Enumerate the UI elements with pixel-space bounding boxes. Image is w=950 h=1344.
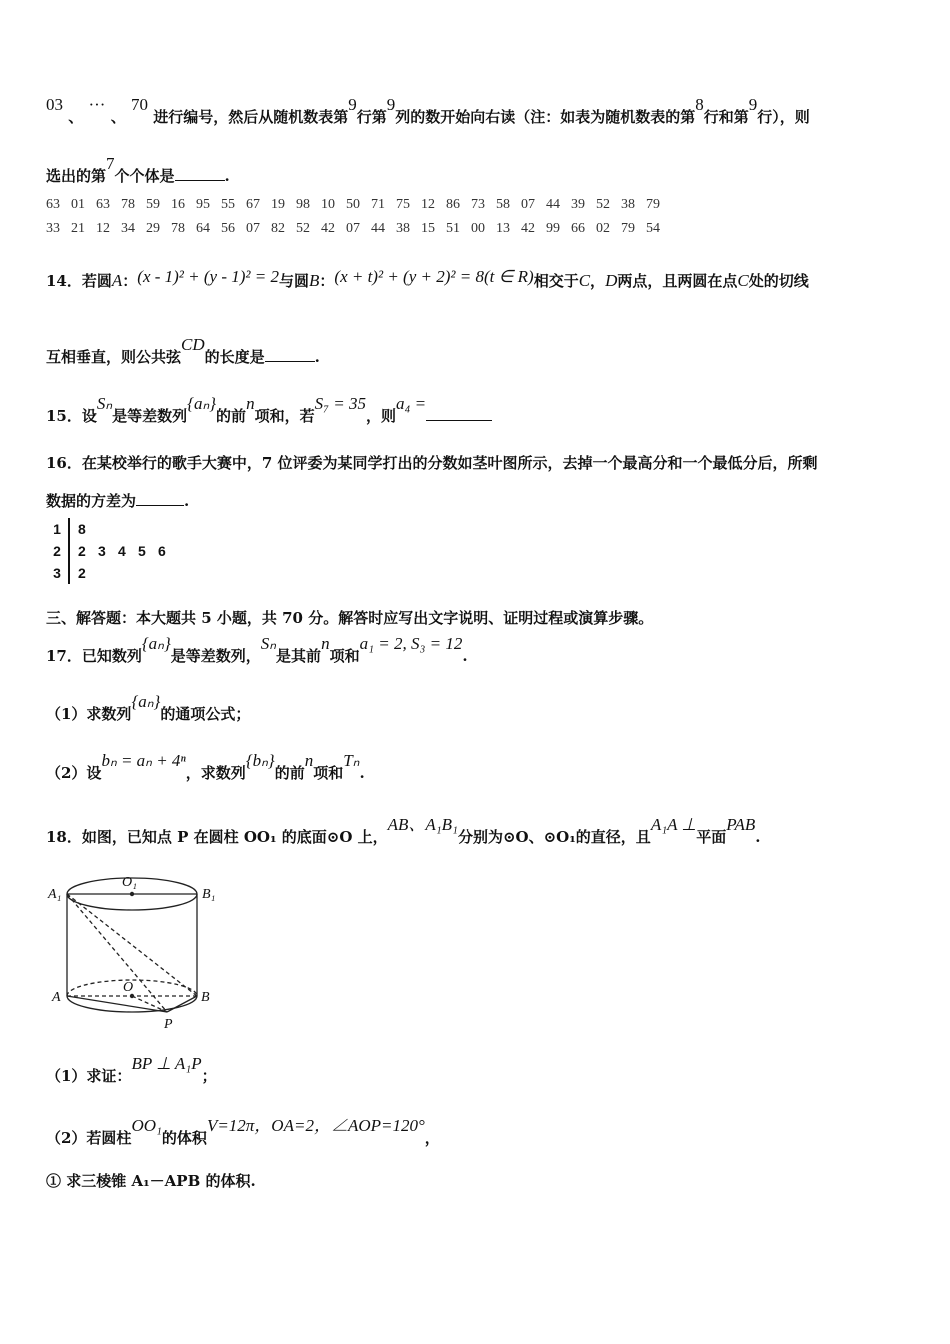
random-number-cell: 15 — [421, 221, 435, 236]
q18-line: 18．如图，已知点 P 在圆柱 OO₁ 的底面⊙O 上，AB、A₁B₁分别为⊙O、⊙O₁的直径，且A₁A ⊥平面PAB. — [46, 815, 761, 846]
random-number-cell: 95 — [196, 197, 210, 212]
q13-line1: 03 、 ··· 、 70 进行编号，然后从随机数表第9行第9列的数开始向右读（注：如表为随机数表的第8行和第9行），则 — [46, 95, 810, 126]
leaf-value: 4 — [118, 543, 126, 559]
label-o: O — [123, 980, 134, 995]
random-number-cell: 86 — [446, 197, 460, 212]
bottom-ellipse-front — [67, 996, 197, 1012]
random-number-cell: 38 — [621, 197, 635, 212]
random-number-cell: 10 — [321, 197, 335, 212]
answer-blank — [265, 347, 315, 362]
random-number-cell: 16 — [171, 197, 185, 212]
random-number-cell: 42 — [321, 221, 335, 236]
random-number-cell: 79 — [621, 221, 635, 236]
q17-part2: （2）设bₙ = aₙ + 4ⁿ，求数列{bₙ}的前n项和Tₙ. — [46, 751, 365, 782]
random-number-cell: 12 — [421, 197, 435, 212]
random-number-cell: 78 — [121, 197, 135, 212]
q18-part2: （2）若圆柱OO₁的体积V=12π，OA=2，∠AOP=120°， — [46, 1116, 440, 1147]
stem-leaf-row — [50, 518, 178, 540]
random-number-cell: 50 — [346, 197, 360, 212]
leaf-value: 8 — [78, 521, 86, 537]
random-number-cell: 59 — [146, 197, 160, 212]
leaf-value: 2 — [78, 543, 86, 559]
random-number-cell: 44 — [371, 221, 385, 236]
random-number-cell: 44 — [546, 197, 560, 212]
random-number-cell: 42 — [521, 221, 535, 236]
random-number-cell: 07 — [521, 197, 535, 212]
random-number-cell: 63 — [46, 197, 60, 212]
random-number-cell: 67 — [246, 197, 260, 212]
random-number-cell: 82 — [271, 221, 285, 236]
point-o1 — [130, 892, 134, 896]
cylinder-figure — [44, 870, 234, 1040]
q16-line2: 数据的方差为 . — [46, 492, 190, 510]
seg-a-p — [67, 996, 167, 1012]
random-number-cell: 21 — [71, 221, 85, 236]
q17-line: 17．已知数列{aₙ}是等差数列，Sₙ是其前n项和a₁ = 2, S₃ = 12. — [46, 634, 468, 665]
q13-num-03: 03 — [46, 95, 63, 114]
random-number-cell: 98 — [296, 197, 310, 212]
q17-part1: （1）求数列{aₙ}的通项公式； — [46, 692, 251, 723]
label-a: A — [52, 990, 61, 1005]
q14-line1: 14．若圆A：(x - 1)² + (y - 1)² = 2与圆B：(x + t)² + (y + 2)² = 8(t ∈ R)相交于C，D两点，且两圆在点C处的切线 — [46, 267, 809, 290]
random-number-cell: 54 — [646, 221, 660, 236]
random-number-cell: 58 — [496, 197, 510, 212]
random-number-cell: 63 — [96, 197, 110, 212]
section-3-title: 三、解答题：本大题共 5 小题，共 70 分。解答时应写出文字说明、证明过程或演算步骤。 — [46, 609, 654, 627]
random-number-cell: 29 — [146, 221, 160, 236]
random-number-cell: 66 — [571, 221, 585, 236]
seg-a1-p — [67, 894, 167, 1012]
random-number-cell: 79 — [646, 197, 660, 212]
random-number-cell: 52 — [296, 221, 310, 236]
random-number-cell: 51 — [446, 221, 460, 236]
random-number-cell: 78 — [171, 221, 185, 236]
label-p: P — [164, 1017, 173, 1032]
leaf-value: 6 — [158, 543, 166, 559]
seg-b-p — [167, 996, 197, 1012]
label-o1: O₁ — [122, 875, 137, 890]
random-number-cell: 19 — [271, 197, 285, 212]
random-number-cell: 75 — [396, 197, 410, 212]
random-number-cell: 71 — [371, 197, 385, 212]
q13-num-70: 70 — [130, 95, 148, 114]
random-number-cell: 52 — [596, 197, 610, 212]
label-b1: B₁ — [202, 887, 216, 902]
random-number-cell: 07 — [246, 221, 260, 236]
stem-divider — [68, 540, 70, 562]
random-table-row-8 — [46, 197, 671, 213]
random-number-cell: 34 — [121, 221, 135, 236]
stem-leaf-plot — [50, 518, 178, 584]
random-number-cell: 64 — [196, 221, 210, 236]
leaf-value: 3 — [98, 543, 106, 559]
stem-value: 1 — [53, 521, 61, 537]
label-a1: A₁ — [48, 887, 62, 902]
q16-line1: 16．在某校举行的歌手大赛中，7 位评委为某同学打出的分数如茎叶图所示，去掉一个最高分和一个最低分后，所剩 — [46, 454, 818, 472]
circle-a-equation: (x - 1)² + (y - 1)² = 2 — [137, 267, 279, 286]
random-number-cell: 02 — [596, 221, 610, 236]
q18-part1: （1）求证：BP ⊥ A₁P； — [46, 1054, 217, 1085]
random-table-row-9 — [46, 221, 671, 237]
stem-divider — [68, 562, 70, 584]
stem-divider — [68, 518, 70, 540]
q13-line2: 选出的第7个个体是 . — [46, 154, 230, 185]
stem-leaf-row — [50, 540, 178, 562]
random-number-cell: 99 — [546, 221, 560, 236]
q14-line2: 互相垂直，则公共弦CD的长度是 . — [46, 335, 320, 366]
q15-line: 15．设Sₙ是等差数列{aₙ}的前n项和，若S₇ = 35，则a₄ = — [46, 405, 492, 426]
random-number-cell: 13 — [496, 221, 510, 236]
leaf-value: 5 — [138, 543, 146, 559]
random-number-cell: 38 — [396, 221, 410, 236]
circle-b-equation: (x + t)² + (y + 2)² = 8(t ∈ R) — [334, 267, 534, 286]
stem-leaf-row — [50, 562, 178, 584]
stem-value: 2 — [53, 543, 61, 559]
stem-value: 3 — [53, 565, 61, 581]
leaf-value: 2 — [78, 565, 86, 581]
random-number-cell: 07 — [346, 221, 360, 236]
random-number-cell: 73 — [471, 197, 485, 212]
random-number-cell: 01 — [71, 197, 85, 212]
label-b: B — [201, 990, 210, 1005]
random-number-cell: 39 — [571, 197, 585, 212]
answer-blank — [175, 166, 225, 181]
random-number-cell: 56 — [221, 221, 235, 236]
random-number-cell: 33 — [46, 221, 60, 236]
answer-blank — [136, 491, 184, 506]
answer-blank — [426, 406, 492, 421]
random-number-cell: 00 — [471, 221, 485, 236]
random-number-cell: 12 — [96, 221, 110, 236]
q18-part2-sub1: ① 求三棱锥 A₁－APB 的体积. — [46, 1172, 256, 1190]
random-number-cell: 55 — [221, 197, 235, 212]
